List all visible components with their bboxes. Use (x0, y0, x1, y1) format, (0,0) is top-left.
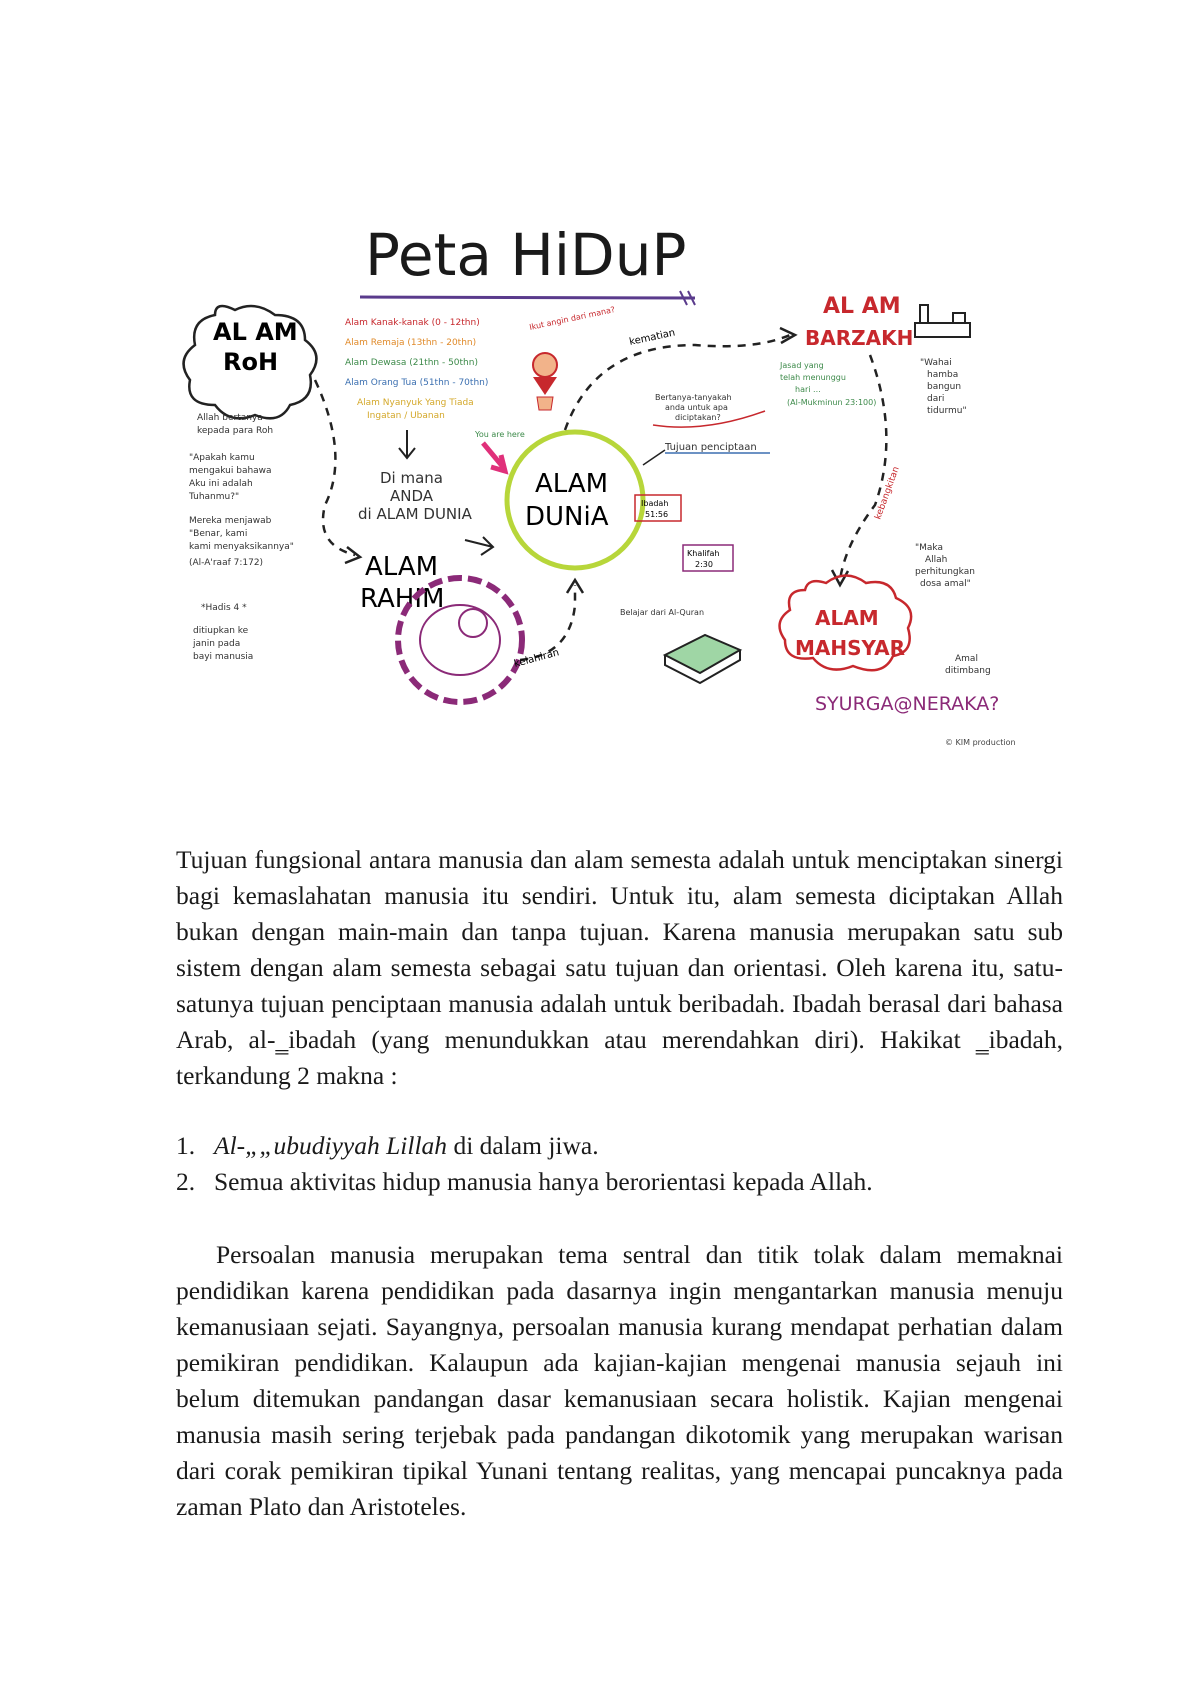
roh-note-6: Mereka menjawab (189, 516, 272, 526)
arrow-barzakh-to-mahsyar (840, 355, 886, 580)
barzakh-note-0: Jasad yang (780, 361, 824, 370)
roh-note-13: bayi manusia (193, 652, 254, 662)
roh-note-8: kami menyaksikannya" (189, 542, 294, 552)
barzakh-side-note (920, 358, 967, 416)
center-note (358, 469, 473, 523)
list-number: 2. (176, 1167, 196, 1196)
diagram-title: Peta HiDuP (365, 221, 687, 289)
alam-rahim-line2: RAHIM (360, 584, 445, 614)
pink-arrow-icon (483, 443, 505, 471)
alam-roh-line1: AL AM (213, 318, 298, 346)
barzakh-side-0: "Wahai (920, 358, 952, 368)
roh-note-1: kepada para Roh (197, 426, 274, 436)
alam-mahsyar-line1: ALAM (815, 606, 879, 630)
bertanya-1: anda untuk apa (665, 403, 728, 412)
ibadah-box-line1: Ibadah (641, 499, 669, 508)
kebangkitan-label: kebangkitan (873, 465, 902, 522)
roh-note-9: (Al-A'raaf 7:172) (189, 558, 264, 568)
khalifah-box-line1: Khalifah (687, 549, 720, 558)
list-rest: di dalam jiwa. (447, 1131, 599, 1160)
you-are-here-label: You are here (475, 430, 525, 439)
age-item-1: Alam Remaja (13thn - 20thn) (345, 338, 477, 348)
list-number: 1. (176, 1131, 196, 1160)
barzakh-side-2: bangun (927, 382, 962, 392)
arrow-rahim-to-dunia (520, 585, 575, 660)
mahsyar-side-0: Amal (955, 654, 978, 664)
credit-label: © KIM production (945, 738, 1016, 747)
alam-dunia-line2: DUNiA (525, 502, 609, 532)
roh-note-0: Allah bertanya (197, 413, 263, 423)
alam-roh-line2: RoH (223, 348, 279, 376)
belajar-label: Belajar dari Al-Quran (620, 608, 705, 617)
alam-rahim-line1: ALAM (365, 552, 439, 582)
barzakh-note-2: hari ... (795, 385, 821, 394)
roh-note-4: Aku ini adalah (189, 479, 253, 489)
age-item-3: Alam Orang Tua (51thn - 70thn) (345, 378, 489, 388)
alam-dunia-circle (507, 432, 643, 568)
mahsyar-note-2: perhitungkan (915, 567, 975, 577)
hourglass-figure-icon (533, 353, 557, 410)
right-arrow-icon (465, 537, 493, 555)
tujuan-label: Tujuan penciptaan (665, 442, 757, 453)
list-text (214, 1128, 599, 1164)
barzakh-note-3: (Al-Mukminun 23:100) (787, 398, 877, 407)
mahsyar-note (915, 543, 975, 589)
center-note-0: Di mana (380, 469, 443, 487)
age-item-2: Alam Dewasa (21thn - 50thn) (345, 358, 478, 368)
age-item-0: Alam Kanak-kanak (0 - 12thn) (345, 318, 480, 328)
age-list (345, 318, 488, 421)
roh-note-12: janin pada (193, 639, 241, 649)
roh-note-5: Tuhanmu?" (189, 492, 240, 502)
list-text (214, 1164, 873, 1200)
connector-dunia-tujuan (643, 450, 665, 465)
roh-note-10: *Hadis 4 * (201, 603, 247, 613)
quran-book-icon (665, 635, 740, 683)
syurga-neraka-label: SYURGA@NERAKA? (815, 693, 1000, 715)
mahsyar-note-0: "Maka (915, 543, 943, 553)
kematian-label: kematian (628, 327, 677, 348)
arrowhead-up-icon (567, 580, 583, 593)
khalifah-box-line2: 2:30 (695, 560, 713, 569)
arrow-roh-to-rahim (315, 380, 355, 555)
alam-barzakh-line2: BARZAKH (805, 326, 914, 350)
barzakh-side-3: dari (927, 394, 945, 404)
ikut-angin-label: Ikut angin dari mana? (528, 304, 616, 332)
rahim-fetus-icon (398, 578, 522, 702)
age-item-5: Ingatan / Ubanan (367, 411, 445, 421)
kelahiran-label: kelahiran (512, 647, 561, 670)
list-item (176, 1164, 1063, 1200)
mahsyar-side (945, 654, 991, 676)
alam-mahsyar-line2: MAHSYAR (795, 636, 905, 660)
center-note-2: di ALAM DUNIA (358, 505, 472, 523)
ibadah-box-line2: 51:56 (645, 510, 669, 519)
mahsyar-side-1: ditimbang (945, 666, 991, 676)
barzakh-note (779, 361, 876, 407)
alam-dunia-line1: ALAM (535, 469, 609, 499)
alam-roh-notes (188, 413, 294, 662)
bertanya-note (655, 393, 732, 422)
list-item (176, 1128, 1063, 1164)
barzakh-side-4: tidurmu" (927, 406, 967, 416)
roh-note-3: mengakui bahawa (189, 466, 272, 476)
peta-hidup-diagram (175, 205, 1055, 780)
bertanya-0: Bertanya-tanyakah (655, 393, 732, 402)
down-arrow-icon (399, 430, 415, 458)
title-underline (360, 297, 695, 298)
mahsyar-note-1: Allah (925, 555, 948, 565)
barzakh-side-1: hamba (927, 370, 959, 380)
barzakh-note-1: telah menunggu (780, 373, 846, 382)
grave-icon (915, 305, 970, 337)
list-rest: Semua aktivitas hidup manusia hanya berorientasi kepada Allah. (214, 1167, 873, 1196)
bertanya-2: diciptakan? (675, 413, 721, 422)
center-note-1: ANDA (390, 487, 434, 505)
mahsyar-note-3: dosa amal" (920, 579, 971, 589)
list-italic: Al-„„ubudiyyah Lillah (214, 1131, 448, 1160)
age-item-4: Alam Nyanyuk Yang Tiada (357, 398, 474, 408)
alam-barzakh-line1: AL AM (823, 294, 901, 319)
makna-list (176, 1128, 1063, 1200)
paragraph-tujuan: Tujuan fungsional antara manusia dan alam semesta adalah untuk menciptakan sinergi bagi kemaslahatan manusia itu sendiri. Untuk itu, alam semesta diciptakan Allah bukan dengan main-main dan tanpa tujuan. Karena manusia merupakan satu sub sistem dengan alam semesta sebagai satu tujuan dan orientasi. Oleh karena itu, satu-satunya tujuan penciptaan manusia adalah untuk beribadah. Ibadah berasal dari bahasa Arab, al-‗ibadah (yang menundukkan atau merendahkan diri). Hakikat ‗ibadah, terkandung 2 makna : (176, 845, 1063, 1090)
roh-note-11: ditiupkan ke (193, 626, 249, 636)
paragraph-persoalan: Persoalan manusia merupakan tema sentral dan titik tolak dalam memaknai pendidikan karena pendidikan pada dasarnya ingin mengantarkan manusia menuju kemanusiaan sejati. Sayangnya, persoalan manusia kurang mendapat perhatian dalam pemikiran pendidikan. Kalaupun ada kajian-kajian mengenai manusia sejauh ini belum ditemukan pandangan dasar kemanusiaan secara holistik. Kajian mengenai manusia masih sering terjebak pada pandangan dikotomik yang merupakan warisan dari corak pemikiran tipikal Yunani tentang realitas, yang mencapai puncaknya pada zaman Plato dan Aristoteles. (176, 1240, 1063, 1521)
roh-note-7: "Benar, kami (189, 529, 248, 539)
roh-note-2: "Apakah kamu (189, 453, 255, 463)
arrowhead-rahim-icon (345, 547, 360, 563)
